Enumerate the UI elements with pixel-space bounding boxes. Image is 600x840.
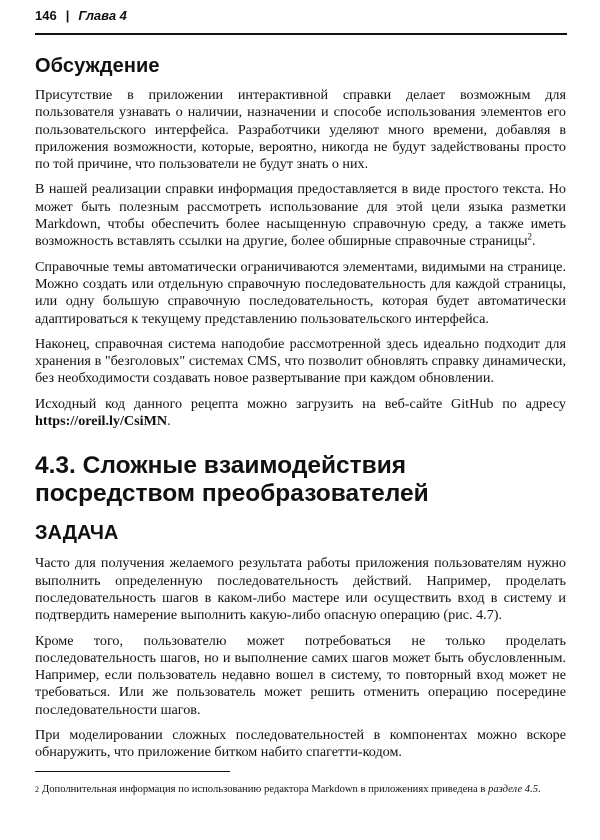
recipe-title-line-1: 4.3. Сложные взаимодействия [35,452,407,480]
discussion-heading: Обсуждение [35,55,160,77]
footnote-end: . [538,784,541,795]
discussion-paragraph-3: Справочные темы автоматически ограничиваются элементами, видимыми на странице. Можно создать или отдельную справочную последовательность для каждой страницы, или одну большую справочную последовательность, которая будет автоматически адаптироваться к текущему представлению пользовательского интерфейса. [35,258,566,327]
discussion-paragraph-2-text: В нашей реализации справки информация предоставляется в виде простого текста. Но может быть полезным рассмотреть использование для этой цели языка разметки Markdown, чтобы обеспечить более насыщенную справочную среду, а также иметь возможность вставлять ссылки на другие, более обширные справочные страницы [35,181,566,250]
recipe-title [35,452,566,508]
github-link[interactable]: https://oreil.ly/CsiMN [35,413,168,430]
sentence-end: . [531,233,536,250]
discussion-paragraph-2 [35,181,566,250]
header-rule [35,33,567,35]
discussion-paragraph-4: Наконец, справочная система наподобие рассмотренной здесь идеально подходит для хранения в "безголовых" системах CMS, что позволит обновлять справку динамически, без необходимости создавать новое развертывание при каждом обновлении. [35,335,566,387]
task-paragraph-1: Часто для получения желаемого результата работы приложения пользователям нужно выполнить определенную последовательность действий. Например, проделать последовательность шагов в каком-либо мастере или осуществить вход в систему и подтвердить намерение выполнить какую-либо опасную операцию (рис. 4.7). [35,555,566,624]
page-body [35,55,566,770]
task-paragraph-3: При моделировании сложных последовательностей в компонентах можно вскоре обнаружить, что приложение битком набито спагетти-кодом. [35,727,566,761]
footnote [35,783,566,797]
footnote-number: 2 [35,785,39,794]
page-number: 146 [35,8,57,23]
task-heading: ЗАДАЧА [35,522,119,545]
task-paragraph-2: Кроме того, пользователю может потребоваться не только проделать последовательность шагов, но и выполнение самих шагов может быть обусловленным. Например, если пользователь недавно вошел в систему, то повторный вход может не требоваться. Или же пользователь может решить отменить операцию посередине последовательности шагов. [35,632,566,718]
running-header [35,8,565,23]
chapter-label: Глава 4 [78,8,127,23]
footnote-text: Дополнительная информация по использованию редактора Markdown в приложениях приведена в [42,784,489,795]
source-code-text: Исходный код данного рецепта можно загрузить на веб-сайте GitHub по адресу [35,395,566,412]
discussion-paragraph-5 [35,396,566,431]
footnote-section-reference[interactable]: разделе 4.5 [488,784,539,795]
footnote-reference[interactable]: 2 [527,231,532,242]
recipe-title-line-2: посредством преобразователей [35,480,429,508]
footnote-rule [35,771,230,772]
header-separator: | [65,8,70,23]
discussion-paragraph-1: Присутствие в приложении интерактивной справки делает возможным для пользователя узнавать о наличии, назначении и способе использования элементов его пользовательского интерфейса. Разработчики уделяют много времени, добавляя в приложения возможности, которые, вероятно, никогда не будут задействованы просто по той причине, что пользователи не будут знать о них. [35,87,566,173]
sentence-end: . [167,413,171,430]
